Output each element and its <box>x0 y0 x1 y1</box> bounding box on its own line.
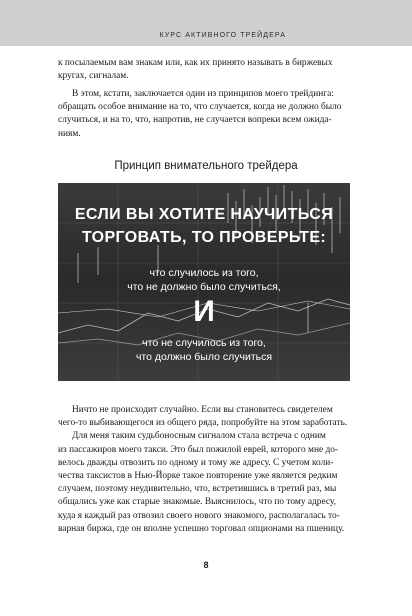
banner-headline-line-1: ЕСЛИ ВЫ ХОТИТЕ НАУЧИТЬСЯ <box>74 206 334 223</box>
paragraph-3-line: Ничто не происходит случайно. Если вы становитесь свидетелем <box>72 405 333 415</box>
paragraph-2-line: ниям. <box>58 128 81 139</box>
principle-banner <box>58 183 350 381</box>
banner-line: что должно было случиться <box>135 351 273 363</box>
page-number: 8 <box>203 560 209 570</box>
paragraph-4-line: чества таксистов в Нью-Йорке такое повторение уже является редким <box>58 471 338 482</box>
banner-conjunction: И <box>193 295 215 328</box>
paragraph-4-line: куда я каждый раз отвозил своего нового знакомого, располагалась то- <box>58 510 340 521</box>
paragraph-4-line: случаем, поэтому неудивительно, что, встретившись в третий раз, мы <box>58 484 337 495</box>
paragraph-3-line: чего-то выбивающегося из общего ряда, попробуйте на этом заработать. <box>58 418 348 429</box>
banner-line: что не случилось из того, <box>142 337 266 349</box>
paragraph-4-line: варная биржа, где он вполне успешно торговал опционами на пшеницу. <box>58 523 345 534</box>
paragraph-4-line: Для меня таким судьбоносным сигналом стала встреча с одним <box>72 431 326 442</box>
paragraph-2-line: В этом, кстати, заключается один из принципов моего трейдинга: <box>72 89 334 99</box>
banner-headline-line-2: ТОРГОВАТЬ, ТО ПРОВЕРЬТЕ: <box>81 229 327 246</box>
paragraph-4-line: из пассажиров моего такси. Это был пожилой еврей, которого мне до- <box>58 444 339 455</box>
section-subheading: Принцип внимательного трейдера <box>114 160 298 172</box>
paragraph-4-line: общались уже как старые знакомые. Выяснилось, что по тому адресу, <box>58 497 337 508</box>
running-header: КУРС АКТИВНОГО ТРЕЙДЕРА <box>159 32 286 39</box>
paragraph-1-line: к посылаемым вам знакам или, как их принято называть в биржевых <box>58 58 333 68</box>
paragraph-2 <box>58 88 348 141</box>
header-band <box>0 0 412 46</box>
paragraph-4-line: велось дважды отвозить по одному и тому же адресу. С учетом коли- <box>58 457 334 468</box>
paragraph-2-line: обращать особое внимание на то, что случается, когда не должно было <box>58 102 342 113</box>
paragraph-2-line: случиться, и на то, что, напротив, не случается вопреки всем ожида- <box>58 115 332 126</box>
banner-line: что не должно было случиться, <box>127 281 281 293</box>
paragraph-1-line: кругах, сигналам. <box>58 71 129 82</box>
paragraph-3 <box>58 404 348 536</box>
paragraph-1 <box>58 57 348 83</box>
banner-line: что случилось из того, <box>149 267 259 279</box>
